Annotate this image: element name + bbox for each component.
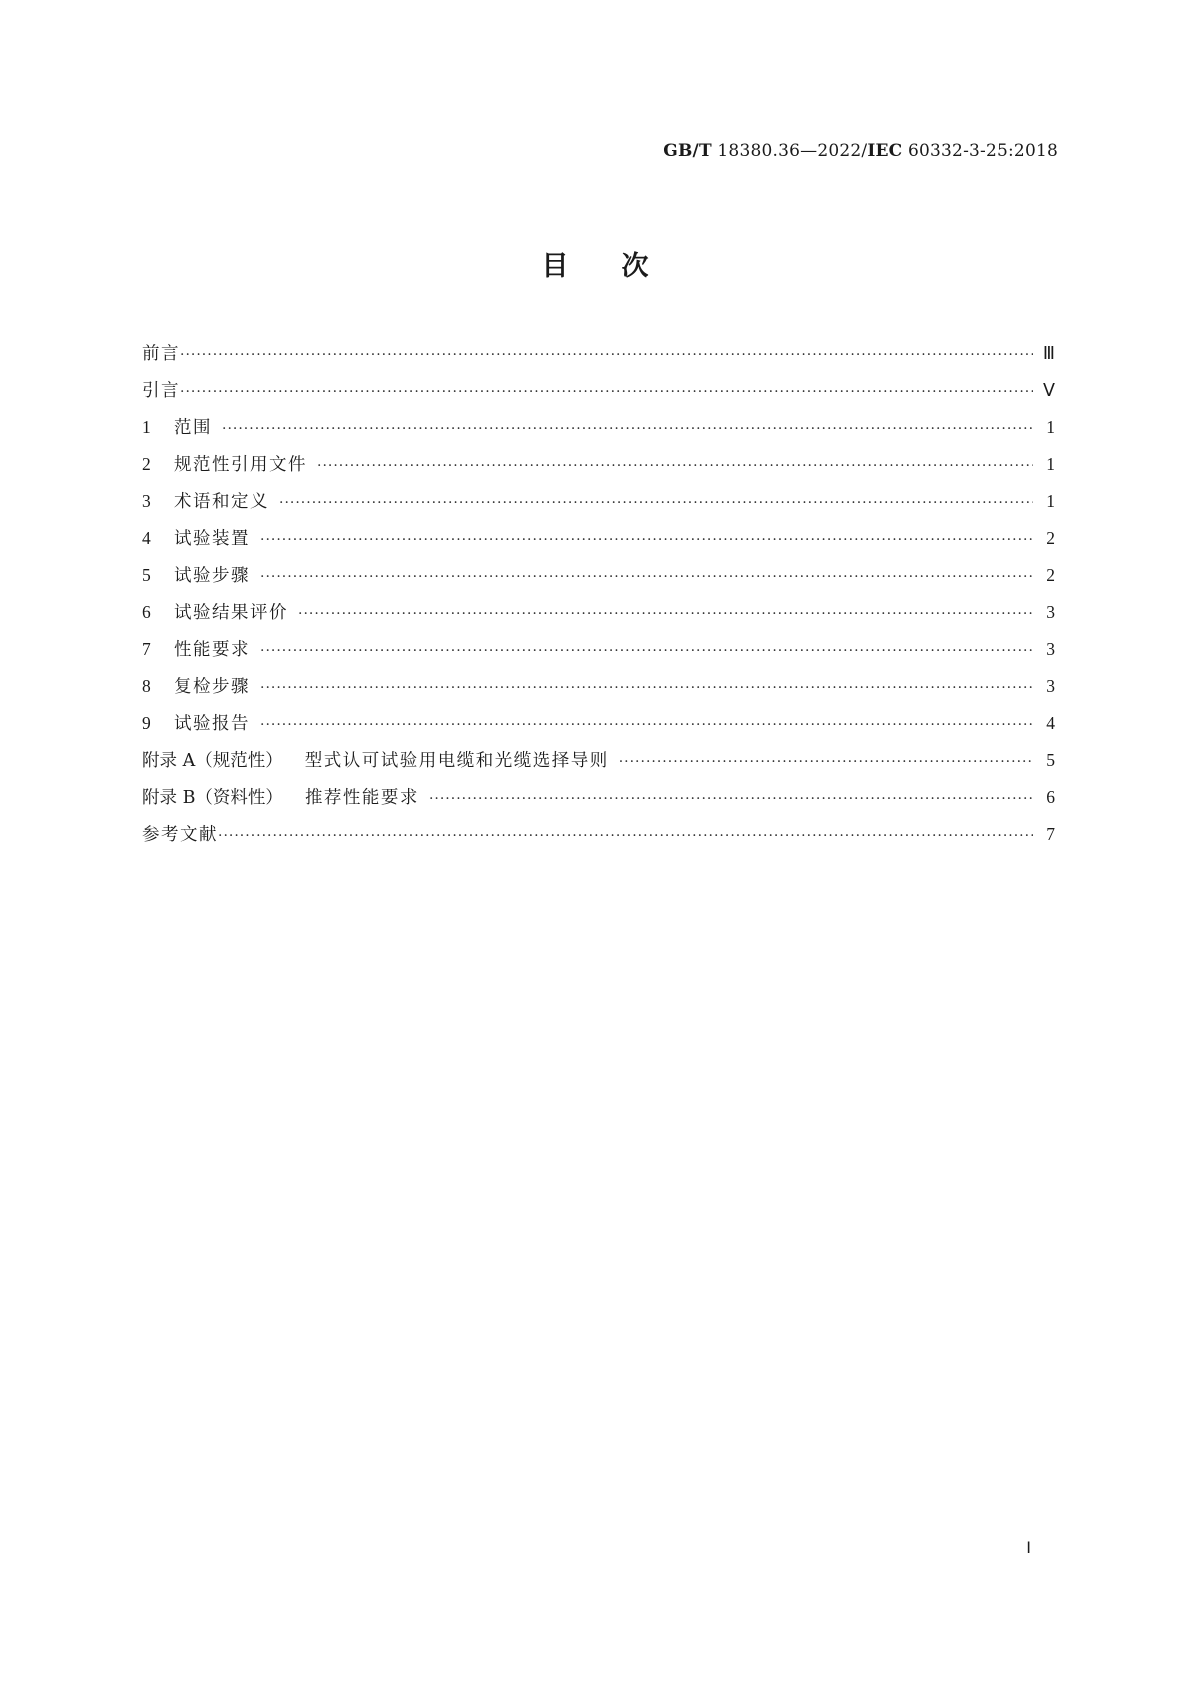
toc-entry-page: Ⅴ <box>1043 380 1055 400</box>
standard-number: 18380.36—2022/ <box>717 141 868 161</box>
toc-entry-label: 参考文献 <box>142 825 218 845</box>
toc-entry-page: 3 <box>1046 639 1055 659</box>
toc-entry-terms-definitions[interactable] <box>142 488 1055 525</box>
toc-entry-evaluation[interactable] <box>142 599 1055 636</box>
toc-entry-label: 规范性引用文件 <box>174 455 307 475</box>
document-header <box>663 141 1058 161</box>
toc-entry-page: 1 <box>1046 491 1055 511</box>
toc-leader <box>180 347 1033 363</box>
toc-leader <box>279 495 1033 511</box>
toc-entry-label: 性能要求 <box>174 640 250 660</box>
toc-entry-foreword[interactable] <box>142 340 1055 377</box>
toc-entry-number: 8 <box>142 676 151 696</box>
toc-entry-normative-references[interactable] <box>142 451 1055 488</box>
title-char-2: 次 <box>621 251 650 282</box>
toc-entry-page: 2 <box>1046 528 1055 548</box>
toc-leader <box>180 384 1033 400</box>
toc-entry-annex-b[interactable] <box>142 784 1055 821</box>
toc-entry-page: 3 <box>1046 676 1055 696</box>
toc-entry-label: 试验报告 <box>174 714 250 734</box>
toc-leader <box>260 643 1033 659</box>
toc-entry-introduction[interactable] <box>142 377 1055 414</box>
toc-entry-label: 型式认可试验用电缆和光缆选择导则 <box>304 751 609 771</box>
iec-prefix: IEC <box>867 141 903 161</box>
toc-entry-page: 4 <box>1046 713 1055 733</box>
toc-entry-label: 推荐性能要求 <box>304 788 419 808</box>
toc-leader <box>260 569 1033 585</box>
iec-number: 60332-3-25:2018 <box>907 141 1058 161</box>
toc-leader <box>260 532 1033 548</box>
toc-leader <box>298 606 1033 622</box>
toc-entry-number: 9 <box>142 713 151 733</box>
toc-entry-page: Ⅲ <box>1042 343 1055 363</box>
toc-leader <box>619 754 1033 770</box>
toc-entry-page: 6 <box>1046 787 1055 807</box>
toc-entry-label: 试验结果评价 <box>174 603 288 623</box>
toc-entry-page: 5 <box>1046 750 1055 770</box>
toc-entry-page: 7 <box>1046 824 1055 844</box>
toc-entry-label: 前言 <box>142 344 180 364</box>
toc-entry-annex-a[interactable] <box>142 747 1055 784</box>
page-number: Ⅰ <box>1026 1540 1031 1557</box>
toc-leader <box>222 421 1033 437</box>
toc-leader <box>429 791 1033 807</box>
toc-entry-label: 复检步骤 <box>174 677 250 697</box>
toc-entry-page: 1 <box>1046 417 1055 437</box>
toc-entry-scope[interactable] <box>142 414 1055 451</box>
toc-entry-bibliography[interactable] <box>142 821 1055 858</box>
toc-annex-prefix: 附录 A（规范性） <box>142 751 283 771</box>
toc-entry-page: 3 <box>1046 602 1055 622</box>
toc-leader <box>260 680 1033 696</box>
toc-entry-number: 4 <box>142 528 151 548</box>
toc-entry-label: 术语和定义 <box>174 492 269 512</box>
toc-entry-number: 6 <box>142 602 151 622</box>
toc-entry-performance-requirements[interactable] <box>142 636 1055 673</box>
toc-entry-number: 7 <box>142 639 151 659</box>
toc-entry-label: 引言 <box>142 381 180 401</box>
page-title <box>0 244 1191 283</box>
toc-entry-label: 范围 <box>174 418 212 438</box>
toc-entry-test-report[interactable] <box>142 710 1055 747</box>
toc-entry-label: 试验装置 <box>174 529 250 549</box>
toc-entry-test-apparatus[interactable] <box>142 525 1055 562</box>
table-of-contents <box>142 340 1055 858</box>
toc-leader <box>317 458 1033 474</box>
toc-leader <box>218 828 1033 844</box>
toc-entry-number: 5 <box>142 565 151 585</box>
toc-leader <box>260 717 1033 733</box>
toc-entry-page: 1 <box>1046 454 1055 474</box>
toc-entry-test-procedure[interactable] <box>142 562 1055 599</box>
toc-entry-number: 3 <box>142 491 151 511</box>
toc-entry-label: 试验步骤 <box>174 566 250 586</box>
toc-entry-number: 1 <box>142 417 151 437</box>
toc-entry-page: 2 <box>1046 565 1055 585</box>
standard-prefix: GB/T <box>663 141 712 161</box>
toc-entry-number: 2 <box>142 454 151 474</box>
title-char-1: 目 <box>541 251 570 282</box>
toc-entry-retest-procedure[interactable] <box>142 673 1055 710</box>
toc-annex-prefix: 附录 B（资料性） <box>142 788 283 808</box>
